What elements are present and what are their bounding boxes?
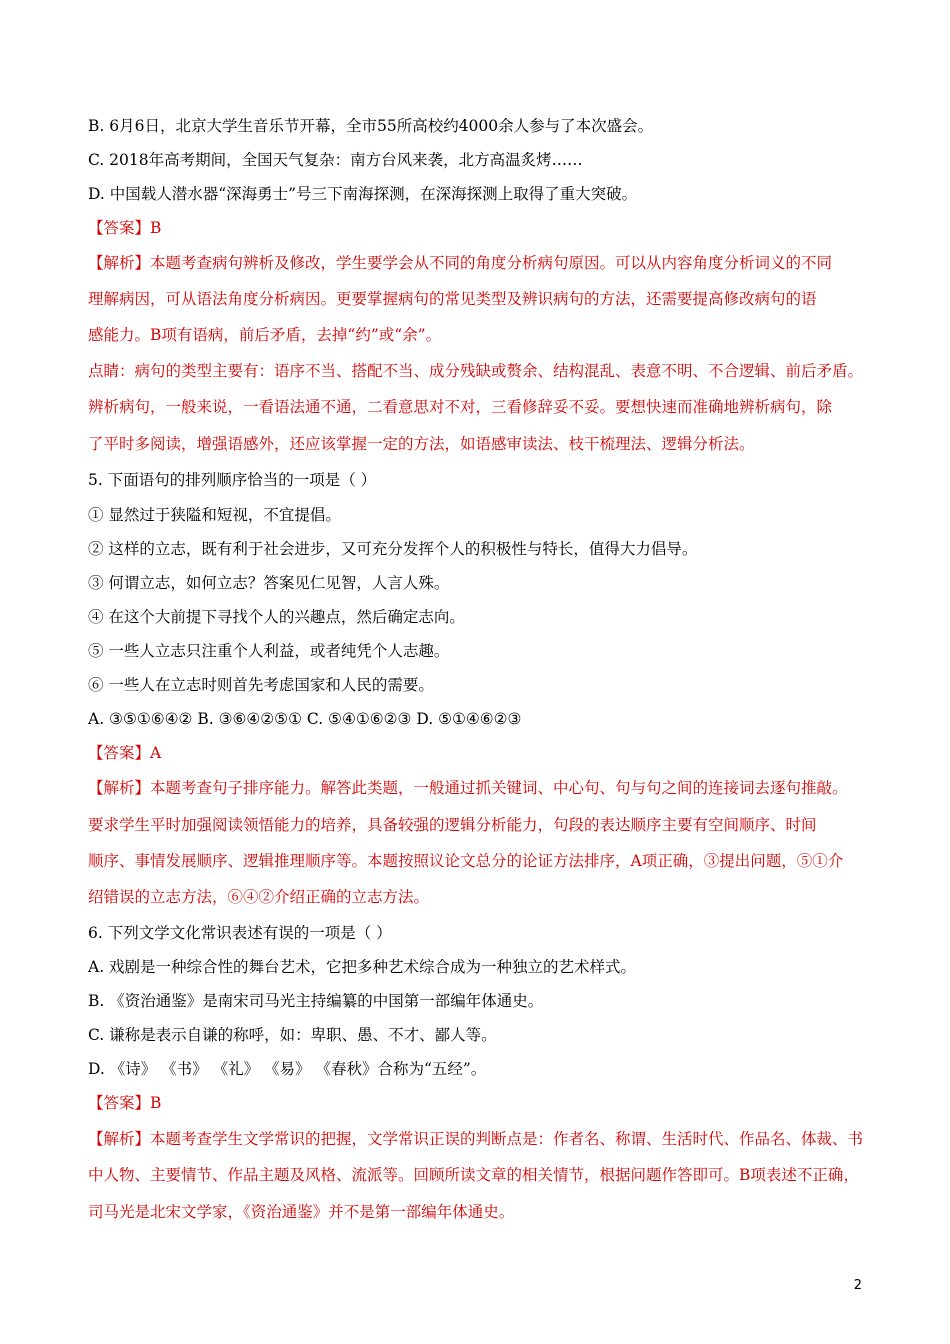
q6-answer: 【答案】B — [88, 1094, 162, 1112]
q4-tip-line: 了平时多阅读，增强语感外，还应该掌握一定的方法，如语感审读法、枝干梳理法、逻辑分析法。 — [88, 435, 755, 453]
q4-analysis-line: 理解病因，可从语法角度分析病因。更要掌握病句的常见类型及辨识病句的方法，还需要提高修改病句的语 — [88, 290, 817, 308]
q5-sentence: ⑥ 一些人在立志时则首先考虑国家和人民的需要。 — [88, 676, 434, 694]
q5-sentence: ⑤ 一些人立志只注重个人利益，或者纯凭个人志趣。 — [88, 642, 450, 660]
q5-analysis-line: 绍错误的立志方法，⑥④②介绍正确的立志方法。 — [88, 888, 430, 906]
q5-options: A. ③⑤①⑥④② B. ③⑥④②⑤① C. ⑤④①⑥②③ D. ⑤①④⑥②③ — [88, 710, 522, 728]
q5-stem: 5. 下面语句的排列顺序恰当的一项是（ ） — [88, 471, 377, 489]
q6-analysis-line: 司马光是北宋文学家，《资治通鉴》并不是第一部编年体通史。 — [88, 1203, 515, 1221]
q6-option-c: C. 谦称是表示自谦的称呼，如：卑职、愚、不才、鄙人等。 — [88, 1026, 497, 1044]
q4-analysis-line: 【解析】本题考查病句辨析及修改，学生要学会从不同的角度分析病句原因。可以从内容角度分析词义的不同 — [88, 254, 833, 272]
q4-option-c: C. 2018年高考期间，全国天气复杂：南方台风来袭，北方高温炙烤…… — [88, 151, 583, 169]
q4-option-d: D. 中国载人潜水器“深海勇士”号三下南海探测，在深海探测上取得了重大突破。 — [88, 185, 638, 203]
q4-analysis-line: 感能力。B项有语病，前后矛盾，去掉“约”或“余”。 — [88, 326, 442, 344]
q4-tip-line: 点睛：病句的类型主要有：语序不当、搭配不当、成分残缺或赘余、结构混乱、表意不明、不合逻辑、前后矛盾。 — [88, 362, 864, 380]
q4-tip-line: 辨析病句，一般来说，一看语法通不通，二看意思对不对，三看修辞妥不妥。要想快速而准确地辨析病句，除 — [88, 398, 833, 416]
q4-answer: 【答案】B — [88, 219, 162, 237]
q6-option-d: D. 《诗》 《书》 《礼》 《易》 《春秋》合称为“五经”。 — [88, 1060, 487, 1078]
q6-analysis-line: 【解析】本题考查学生文学常识的把握，文学常识正误的判断点是：作者名、称谓、生活时代、作品名、体裁、书 — [88, 1130, 864, 1148]
q6-option-a: A. 戏剧是一种综合性的舞台艺术，它把多种艺术综合成为一种独立的艺术样式。 — [88, 958, 637, 976]
q5-analysis-line: 要求学生平时加强阅读领悟能力的培养，具备较强的逻辑分析能力，句段的表达顺序主要有空间顺序、时间 — [88, 816, 817, 834]
q5-sentence: ① 显然过于狭隘和短视，不宜提倡。 — [88, 506, 341, 524]
q5-sentence: ④ 在这个大前提下寻找个人的兴趣点，然后确定志向。 — [88, 608, 465, 626]
q6-stem: 6. 下列文学文化常识表述有误的一项是（ ） — [88, 924, 392, 942]
q5-analysis-line: 【解析】本题考查句子排序能力。解答此类题，一般通过抓关键词、中心句、句与句之间的连接词去逐句推敲。 — [88, 779, 848, 797]
q5-answer: 【答案】A — [88, 744, 162, 762]
q6-analysis-line: 中人物、主要情节、作品主题及风格、流派等。回顾所读文章的相关情节，根据问题作答即可。B项表述不正确， — [88, 1166, 859, 1184]
page-number: 2 — [853, 1278, 862, 1293]
q4-option-b: B. 6月6日，北京大学生音乐节开幕，全市55所高校约4000余人参与了本次盛会。 — [88, 117, 654, 135]
q5-sentence: ③ 何谓立志，如何立志？答案见仁见智，人言人殊。 — [88, 574, 450, 592]
q5-sentence: ② 这样的立志，既有利于社会进步，又可充分发挥个人的积极性与特长，值得大力倡导。 — [88, 540, 698, 558]
q6-option-b: B. 《资治通鉴》是南宋司马光主持编纂的中国第一部编年体通史。 — [88, 992, 544, 1010]
q5-analysis-line: 顺序、事情发展顺序、逻辑推理顺序等。本题按照议论文总分的论证方法排序，A项正确，③提出问题，⑤①介 — [88, 852, 844, 870]
